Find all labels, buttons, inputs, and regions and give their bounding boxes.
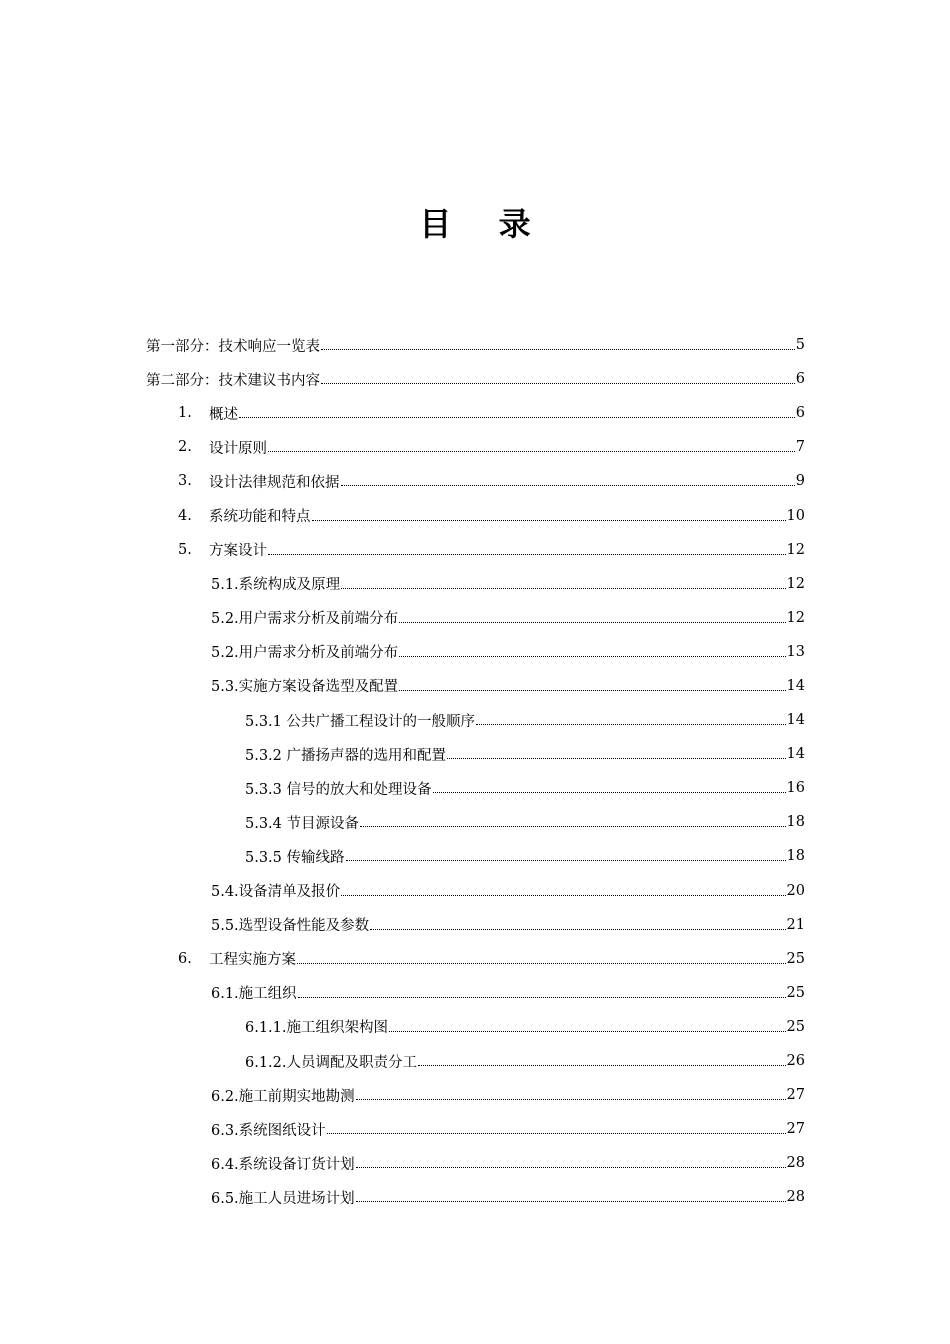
toc-page-number: 5: [795, 337, 805, 354]
toc-entry[interactable]: [211, 874, 805, 908]
dot-leader: [447, 757, 786, 759]
toc-entry[interactable]: [211, 976, 805, 1010]
toc-page-number: 14: [786, 712, 805, 729]
dot-leader: [321, 348, 795, 350]
toc-page-number: 18: [786, 814, 805, 831]
toc-page-number: 20: [786, 882, 805, 899]
toc-entry-text: 5.5.选型设备性能及参数: [211, 918, 370, 935]
toc-page-number: 12: [786, 541, 805, 558]
toc-entry-text: 5.3.3 信号的放大和处理设备: [245, 781, 432, 798]
toc-entry-text: 5.2.用户需求分析及前端分布: [211, 645, 399, 662]
dot-leader: [356, 1200, 786, 1202]
toc-entry[interactable]: [211, 635, 805, 669]
dot-leader: [356, 1166, 786, 1168]
toc-entry-number: 3.: [178, 473, 192, 490]
toc-entry[interactable]: [178, 464, 805, 498]
toc-entry[interactable]: [146, 362, 805, 396]
toc-page-number: 12: [786, 609, 805, 626]
toc-page-number: 12: [786, 575, 805, 592]
dot-leader: [433, 791, 786, 793]
toc-entry[interactable]: [245, 1010, 805, 1044]
toc-entry[interactable]: [178, 498, 805, 532]
dot-leader: [321, 382, 795, 384]
toc-page-number: 13: [786, 643, 805, 660]
dot-leader: [476, 723, 786, 725]
toc-page-number: 6: [795, 405, 805, 422]
toc-entry-text: 5.2.用户需求分析及前端分布: [211, 611, 399, 628]
toc-entry[interactable]: [245, 805, 805, 839]
toc-page-number: 25: [786, 1018, 805, 1035]
toc-page-number: 6: [795, 371, 805, 388]
toc-entry-text: 6.3.系统图纸设计: [211, 1122, 326, 1139]
toc-entry-text: 第一部分：技术响应一览表: [146, 338, 320, 355]
table-of-contents: [0, 328, 950, 1214]
toc-entry-number: 4.: [178, 507, 192, 524]
dot-leader: [399, 655, 785, 657]
toc-entry[interactable]: [178, 942, 805, 976]
dot-leader: [297, 962, 786, 964]
toc-entry[interactable]: [211, 1146, 805, 1180]
dot-leader: [268, 450, 795, 452]
dot-leader: [341, 484, 795, 486]
dot-leader: [298, 996, 786, 998]
toc-entry-text: 5.3.2 广播扬声器的选用和配置: [245, 747, 447, 764]
toc-entry-number: 5.: [178, 541, 192, 558]
toc-entry[interactable]: [211, 1112, 805, 1146]
toc-page-number: 10: [786, 507, 805, 524]
dot-leader: [360, 825, 786, 827]
dot-leader: [341, 587, 785, 589]
toc-entry[interactable]: [245, 771, 805, 805]
toc-entry-text: 第二部分：技术建议书内容: [146, 372, 320, 389]
toc-entry-text: 设计原则: [209, 440, 267, 457]
toc-entry-text: 5.1.系统构成及原理: [211, 577, 341, 594]
toc-page-number: 14: [786, 677, 805, 694]
toc-entry[interactable]: [245, 839, 805, 873]
toc-page-number: 28: [786, 1189, 805, 1206]
toc-entry[interactable]: [178, 533, 805, 567]
toc-entry[interactable]: [211, 1078, 805, 1112]
toc-page-number: 14: [786, 746, 805, 763]
toc-entry[interactable]: [146, 328, 805, 362]
toc-page-number: 25: [786, 950, 805, 967]
toc-page-number: 16: [786, 780, 805, 797]
dot-leader: [370, 928, 785, 930]
toc-page-number: 28: [786, 1155, 805, 1172]
toc-entry[interactable]: [211, 908, 805, 942]
toc-entry-text: 5.3.4 节目源设备: [245, 815, 360, 832]
toc-entry[interactable]: [245, 703, 805, 737]
dot-leader: [356, 1098, 786, 1100]
toc-entry-text: 6.4.系统设备订货计划: [211, 1156, 355, 1173]
dot-leader: [399, 621, 785, 623]
toc-entry-text: 6.1.2.人员调配及职责分工: [245, 1054, 418, 1071]
dot-leader: [341, 894, 785, 896]
toc-entry-text: 6.5.施工人员进场计划: [211, 1190, 355, 1207]
toc-entry-text: 5.3.1 公共广播工程设计的一般顺序: [245, 713, 476, 730]
toc-entry[interactable]: [211, 567, 805, 601]
toc-entry-text: 5.3.实施方案设备选型及配置: [211, 679, 399, 696]
toc-entry[interactable]: [245, 1044, 805, 1078]
toc-entry-text: 6.1.1.施工组织架构图: [245, 1020, 389, 1037]
toc-title: 目 录: [419, 205, 549, 243]
toc-entry-text: 方案设计: [209, 543, 267, 560]
toc-entry[interactable]: [245, 737, 805, 771]
dot-leader: [418, 1064, 786, 1066]
dot-leader: [268, 553, 786, 555]
toc-entry[interactable]: [211, 601, 805, 635]
toc-entry-text: 设计法律规范和依据: [209, 474, 340, 491]
dot-leader: [399, 689, 785, 691]
toc-page-number: 26: [786, 1053, 805, 1070]
toc-entry-text: 5.3.5 传输线路: [245, 849, 345, 866]
dot-leader: [239, 416, 795, 418]
toc-entry-text: 5.4.设备清单及报价: [211, 884, 341, 901]
toc-entry[interactable]: [211, 1180, 805, 1214]
toc-entry[interactable]: [211, 669, 805, 703]
toc-entry-text: 系统功能和特点: [209, 509, 311, 526]
toc-entry-text: 6.2.施工前期实地勘测: [211, 1088, 355, 1105]
toc-entry[interactable]: [178, 396, 805, 430]
toc-page-number: 27: [786, 1121, 805, 1138]
dot-leader: [346, 859, 786, 861]
toc-entry-number: 6.: [178, 950, 192, 967]
toc-entry-text: 概述: [209, 406, 238, 423]
toc-entry-number: 1.: [178, 405, 192, 422]
dot-leader: [327, 1132, 786, 1134]
dot-leader: [389, 1030, 786, 1032]
toc-entry-number: 2.: [178, 439, 192, 456]
toc-entry-text: 工程实施方案: [209, 952, 296, 969]
toc-page-number: 21: [786, 916, 805, 933]
toc-page-number: 18: [786, 848, 805, 865]
toc-entry-text: 6.1.施工组织: [211, 986, 297, 1003]
toc-page-number: 7: [795, 439, 805, 456]
toc-entry[interactable]: [178, 430, 805, 464]
toc-page-number: 27: [786, 1087, 805, 1104]
dot-leader: [312, 519, 786, 521]
toc-page-number: 9: [795, 473, 805, 490]
toc-page-number: 25: [786, 984, 805, 1001]
